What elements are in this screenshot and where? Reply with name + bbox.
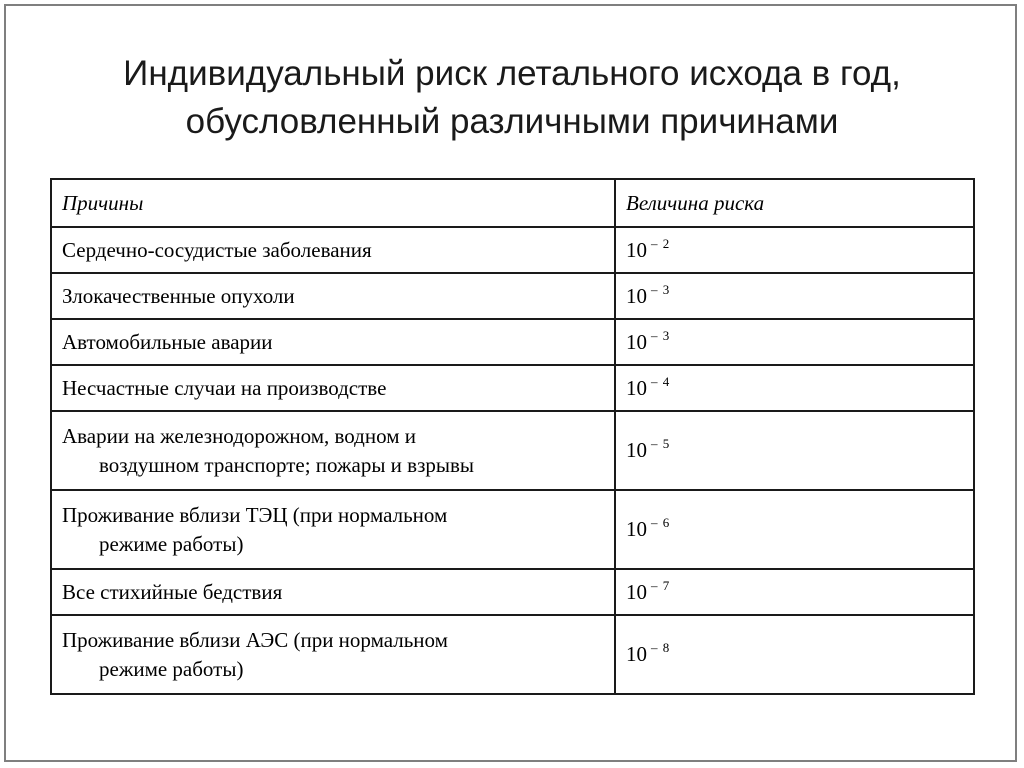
risk-cell xyxy=(615,490,974,569)
risk-base: 10 xyxy=(626,283,647,308)
header-risk: Величина риска xyxy=(615,179,974,227)
cause-cell xyxy=(51,490,615,569)
cause-text: Проживание вблизи ТЭЦ (при нормальном xyxy=(62,502,448,527)
risk-base: 10 xyxy=(626,237,647,262)
cause-text: Несчастные случаи на производстве xyxy=(62,375,387,400)
cause-text-continued: режиме работы) xyxy=(99,656,244,681)
risk-exponent: – 5 xyxy=(651,436,671,451)
risk-base: 10 xyxy=(626,579,647,604)
cause-cell xyxy=(51,365,615,411)
risk-base: 10 xyxy=(626,438,647,462)
cause-cell xyxy=(51,411,615,490)
risk-exponent: – 6 xyxy=(651,515,671,530)
risk-cell xyxy=(615,319,974,365)
risk-exponent: – 8 xyxy=(651,640,671,655)
risk-exponent: – 2 xyxy=(651,235,671,251)
table-row xyxy=(51,319,974,365)
risk-exponent: – 7 xyxy=(651,577,671,593)
risk-table xyxy=(50,178,975,695)
risk-cell xyxy=(615,227,974,273)
cause-text-continued: воздушном транспорте; пожары и взрывы xyxy=(99,452,475,477)
risk-base: 10 xyxy=(626,375,647,400)
table-row xyxy=(51,615,974,694)
table-row xyxy=(51,227,974,273)
cause-text: Сердечно-сосудистые заболевания xyxy=(62,237,372,262)
cause-text: Злокачественные опухоли xyxy=(62,283,295,308)
title-line-2: обусловленный различными причинами xyxy=(185,102,839,141)
cause-cell xyxy=(51,319,615,365)
risk-exponent: – 3 xyxy=(651,281,671,297)
risk-cell xyxy=(615,273,974,319)
table-row xyxy=(51,569,974,615)
cause-cell xyxy=(51,569,615,615)
risk-cell xyxy=(615,569,974,615)
risk-cell xyxy=(615,411,974,490)
risk-exponent: – 3 xyxy=(651,327,671,343)
risk-cell xyxy=(615,615,974,694)
table-row xyxy=(51,490,974,569)
cause-cell xyxy=(51,273,615,319)
cause-text: Аварии на железнодорожном, водном и xyxy=(62,423,416,448)
cause-text: Проживание вблизи АЭС (при нормальном xyxy=(62,627,448,652)
table-row xyxy=(51,273,974,319)
cause-cell xyxy=(51,227,615,273)
table-row xyxy=(51,411,974,490)
risk-cell xyxy=(615,365,974,411)
cause-text-continued: режиме работы) xyxy=(99,531,244,556)
cause-cell xyxy=(51,615,615,694)
table-row xyxy=(51,365,974,411)
table-header-row xyxy=(51,179,974,227)
header-cause: Причины xyxy=(51,179,615,227)
risk-base: 10 xyxy=(626,329,647,354)
risk-base: 10 xyxy=(626,642,647,666)
slide-title xyxy=(0,50,1024,146)
cause-text: Все стихийные бедствия xyxy=(62,579,283,604)
risk-base: 10 xyxy=(626,517,647,541)
risk-exponent: – 4 xyxy=(651,373,671,389)
title-line-1: Индивидуальный риск летального исхода в год, xyxy=(123,54,901,93)
cause-text: Автомобильные аварии xyxy=(62,329,273,354)
